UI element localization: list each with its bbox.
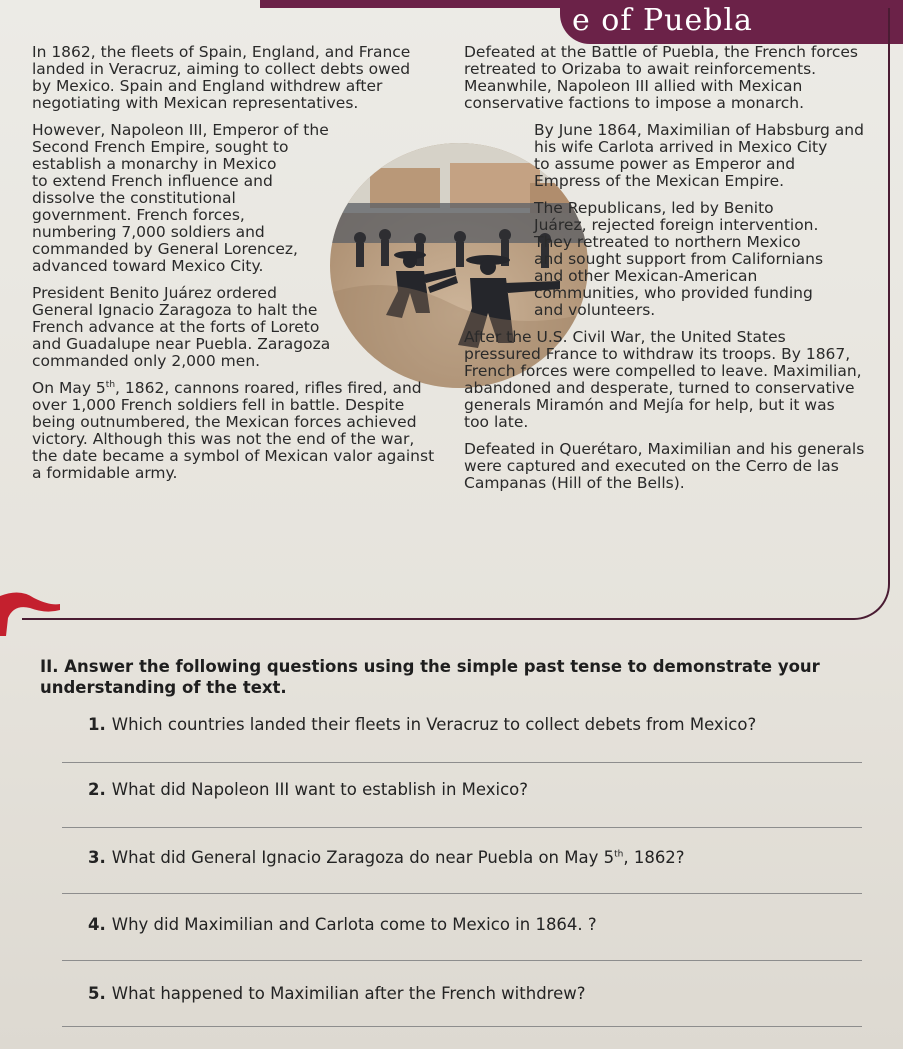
question-4-number: 4.	[88, 915, 106, 934]
question-3-text-rest: , 1862?	[623, 848, 685, 867]
question-1-number: 1.	[88, 715, 106, 734]
answer-line-4[interactable]	[62, 960, 862, 961]
paragraph-republicans: The Republicans, led by Benito Juárez, rejected foreign intervention. They retreated to northern Mexico and sought support from Californians and other Mexican-American communities, who provided funding and volunteers.	[534, 199, 824, 319]
may-fifth-rest: , 1862, cannons roared, rifles fired, and over 1,000 French soldiers fell in battle. Despite being outnumbered, the Mexican forces achieved victory. Although this was not the end of the war, the date became a symbol of Mexican valor against a formidable army.	[32, 379, 435, 482]
question-5-number: 5.	[88, 984, 106, 1003]
question-3-sup: th	[614, 849, 624, 860]
answer-line-2[interactable]	[62, 827, 862, 828]
paragraph-retreat: Defeated at the Battle of Puebla, the French forces retreated to Orizaba to await reinforcements. Meanwhile, Napoleon III allied with Mexican conservative factions to impose a monarch.	[464, 43, 858, 112]
top-accent-bar	[260, 0, 570, 8]
paragraph-intro: In 1862, the fleets of Spain, England, and France landed in Veracruz, aiming to collect debts owed by Mexico. Spain and England withdrew after negotiating with Mexican representatives.	[32, 43, 411, 112]
question-5-text: What happened to Maximilian after the French withdrew?	[111, 984, 586, 1003]
paragraph-may-fifth	[32, 380, 452, 482]
question-3	[88, 848, 868, 868]
question-4-text: Why did Maximilian and Carlota come to Mexico in 1864. ?	[111, 915, 597, 934]
may-fifth-sup: th	[105, 379, 116, 390]
question-2-number: 2.	[88, 780, 106, 799]
reading-left-column	[32, 44, 452, 492]
paragraph-zaragoza: President Benito Juárez ordered General Ignacio Zaragoza to halt the French advance at the forts of Loreto and Guadalupe near Puebla. Zaragoza commanded only 2,000 men.	[32, 284, 331, 370]
paragraph-napoleon: However, Napoleon III, Emperor of the Second French Empire, sought to establish a monarchy in Mexico to extend French influence and dissolve the constitutional government. French forces, numbering 7,000 soldiers and commanded by General Lorencez, advanced toward Mexico City.	[32, 121, 329, 275]
question-2	[88, 780, 868, 800]
may-fifth-prefix: On May 5	[32, 379, 106, 397]
paragraph-maximilian: By June 1864, Maximilian of Habsburg and his wife Carlota arrived in Mexico City to assume power as Emperor and Empress of the Mexican Empire.	[534, 121, 864, 190]
reading-right-column	[464, 44, 884, 502]
question-3-number: 3.	[88, 848, 106, 867]
red-accent-curve	[0, 588, 60, 638]
question-4	[88, 915, 868, 935]
answer-line-3[interactable]	[62, 893, 862, 894]
question-2-text: What did Napoleon III want to establish in Mexico?	[111, 780, 529, 799]
exercise-heading: II. Answer the following questions using the simple past tense to demonstrate your understanding of the text.	[40, 657, 820, 697]
paragraph-queretaro: Defeated in Querétaro, Maximilian and his generals were captured and executed on the Cerro de las Campanas (Hill of the Bells).	[464, 440, 865, 492]
question-5	[88, 984, 868, 1004]
paragraph-civil-war: After the U.S. Civil War, the United States pressured France to withdraw its troops. By 1867, French forces were compelled to leave. Maximilian, abandoned and desperate, turned to conservative generals Miramón and Mejía for help, but it was too late.	[464, 328, 862, 431]
question-1	[88, 715, 868, 735]
question-3-text-prefix: What did General Ignacio Zaragoza do near Puebla on May 5	[111, 848, 615, 867]
answer-line-5[interactable]	[62, 1026, 862, 1027]
answer-line-1[interactable]	[62, 762, 862, 763]
question-1-text: Which countries landed their fleets in Veracruz to collect debets from Mexico?	[111, 715, 757, 734]
banner-title: e of Puebla	[572, 3, 753, 38]
